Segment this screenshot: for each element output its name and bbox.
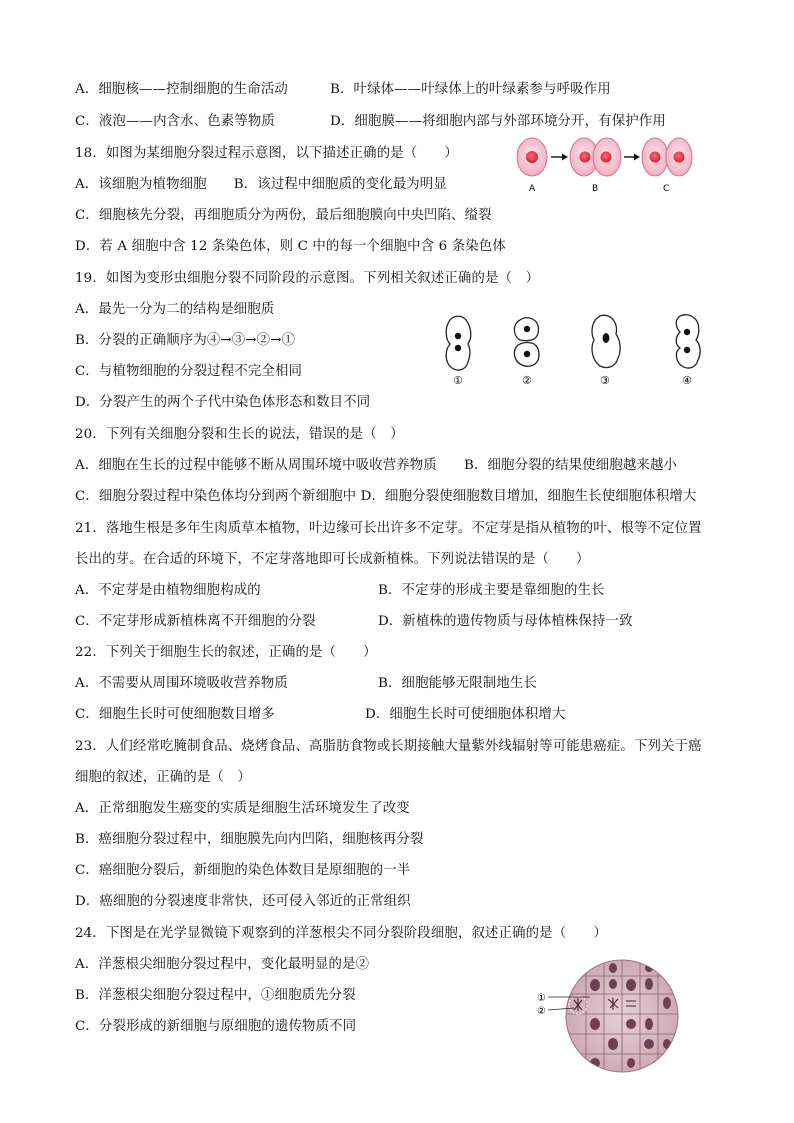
q22-option-b: B．细胞能够无限制地生长 bbox=[378, 676, 537, 691]
q17-option-c: C．液泡——内含水、色素等物质 bbox=[75, 114, 275, 129]
q19-option-a: A．最先一分为二的结构是细胞质 bbox=[75, 302, 275, 317]
q21-option-d: D．新植株的遗传物质与母体植株保持一致 bbox=[378, 614, 633, 629]
q22-stem: 22．下列关于细胞生长的叙述，正确的是（ ） bbox=[75, 645, 377, 660]
q21-option-b: B．不定芽的形成主要是靠细胞的生长 bbox=[378, 583, 605, 598]
fig-label-c: C bbox=[663, 184, 670, 194]
q23-option-a: A．正常细胞发生癌变的实质是细胞生活环境发生了改变 bbox=[75, 801, 410, 816]
q17-option-d: D．细胞膜——将细胞内部与外部环境分开，有保护作用 bbox=[330, 114, 666, 129]
svg-text:②: ② bbox=[522, 374, 532, 387]
q21-stem-line2: 长出的芽。在合适的环境下，不定芽落地即可长成新植株。下列说法错误的是（ ） bbox=[75, 552, 590, 567]
q19-option-d: D．分裂产生的两个子代中染色体形态和数目不同 bbox=[75, 395, 371, 410]
svg-text:④: ④ bbox=[682, 374, 692, 387]
q22-option-d: D．细胞生长时可使细胞体积增大 bbox=[365, 707, 566, 722]
q18-stem: 18．如图为某细胞分裂过程示意图，以下描述正确的是（ ） bbox=[75, 146, 458, 161]
q24-option-c: C．分裂形成的新细胞与原细胞的遗传物质不同 bbox=[75, 1019, 357, 1034]
q17-option-a: A．细胞核——控制细胞的生命活动 bbox=[75, 82, 288, 97]
q23-stem-line2: 细胞的叙述，正确的是（ ） bbox=[75, 770, 252, 785]
q23-stem-line1: 23．人们经常吃腌制食品、烧烤食品、高脂肪食物或长期接触大量紫外线辐射等可能患癌症。下列关于癌 bbox=[75, 739, 702, 754]
q18-option-c: C．细胞核先分裂，再细胞质分为两份，最后细胞膜向中央凹陷、缢裂 bbox=[75, 208, 492, 223]
svg-text:①: ① bbox=[453, 374, 463, 387]
fig-label-b: B bbox=[592, 184, 599, 194]
q21-stem-line1: 21．落地生根是多年生肉质草本植物，叶边缘可长出许多不定芽。不定芽是指从植物的叶、根等不定位置 bbox=[75, 521, 702, 536]
fig-label-2: ② bbox=[537, 1006, 546, 1017]
svg-text:③: ③ bbox=[600, 374, 610, 387]
q24-option-b: B．洋葱根尖细胞分裂过程中，①细胞质先分裂 bbox=[75, 988, 356, 1003]
q20-option-ab: A．细胞在生长的过程中能够不断从周围环境中吸收营养物质 B．细胞分裂的结果使细胞越来越小 bbox=[75, 458, 678, 473]
fig-label-a: A bbox=[529, 184, 536, 194]
q23-option-c: C．癌细胞分裂后，新细胞的染色体数目是原细胞的一半 bbox=[75, 863, 411, 878]
q19-option-b: B．分裂的正确顺序为④→③→②→① bbox=[75, 333, 296, 348]
onion-root-tip-micrograph bbox=[534, 958, 680, 1074]
arrow-icon bbox=[634, 154, 640, 161]
q22-option-a: A．不需要从周围环境吸收营养物质 bbox=[75, 676, 288, 691]
q23-option-d: D．癌细胞的分裂速度非常快，还可侵入邻近的正常组织 bbox=[75, 894, 411, 909]
amoeba-division-figure bbox=[440, 310, 710, 390]
q22-option-c: C．细胞生长时可使细胞数目增多 bbox=[75, 707, 275, 722]
q23-option-b: B．癌细胞分裂过程中，细胞膜先向内凹陷，细胞核再分裂 bbox=[75, 832, 424, 847]
q21-option-a: A．不定芽是由植物细胞构成的 bbox=[75, 583, 261, 598]
q20-stem: 20．下列有关细胞分裂和生长的说法，错误的是（ ） bbox=[75, 427, 404, 442]
arrow-icon bbox=[562, 154, 568, 161]
q17-option-b: B．叶绿体——叶绿体上的叶绿素参与呼吸作用 bbox=[330, 82, 611, 97]
q20-option-cd: C．细胞分裂过程中染色体均分到两个新细胞中 D．细胞分裂使细胞数目增加，细胞生长使细胞体积增大 bbox=[75, 489, 697, 504]
q24-stem: 24．下图是在光学显微镜下观察到的洋葱根尖不同分裂阶段细胞，叙述正确的是（ ） bbox=[75, 926, 607, 941]
cell-division-figure bbox=[512, 135, 707, 197]
q18-option-d: D．若 A 细胞中含 12 条染色体，则 C 中的每一个细胞中含 6 条染色体 bbox=[75, 239, 506, 254]
q19-stem: 19．如图为变形虫细胞分裂不同阶段的示意图。下列相关叙述正确的是（ ） bbox=[75, 271, 540, 286]
fig-label-1: ① bbox=[537, 993, 546, 1004]
q21-option-c: C．不定芽形成新植株离不开细胞的分裂 bbox=[75, 614, 316, 629]
q24-option-a: A．洋葱根尖细胞分裂过程中，变化最明显的是② bbox=[75, 957, 370, 972]
q18-option-ab: A．该细胞为植物细胞 B．该过程中细胞质的变化最为明显 bbox=[75, 177, 447, 192]
nucleus-a bbox=[526, 151, 538, 163]
q19-option-c: C．与植物细胞的分裂过程不完全相同 bbox=[75, 364, 303, 379]
